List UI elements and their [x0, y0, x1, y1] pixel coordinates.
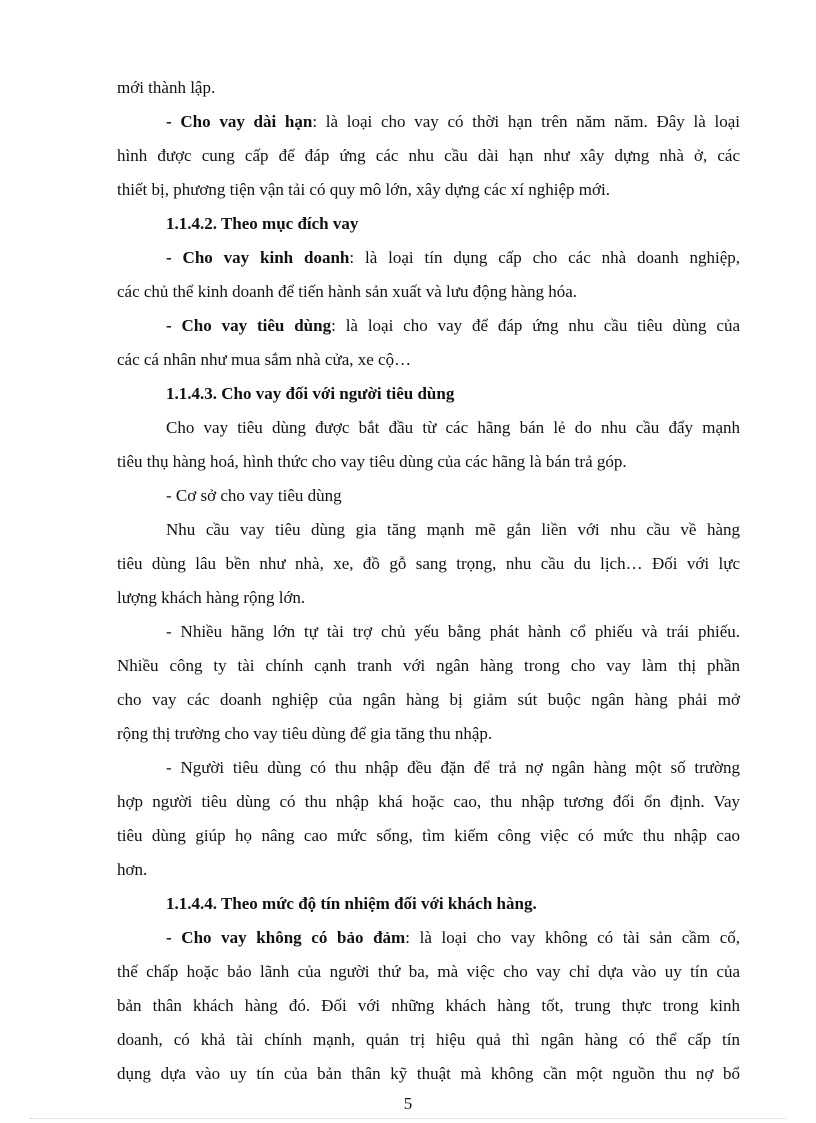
text-line: là loại cho vay để đáp ứng nhu cầu tiêu dùng của [345, 316, 740, 335]
text-line: bản thân khách hàng đó. Đối với những khách hàng tốt, trung thực trong kinh [117, 996, 740, 1015]
section-heading: 1.1.4.2. Theo mục đích vay [166, 214, 359, 233]
text-line: - Cơ sở cho vay tiêu dùng [166, 486, 342, 505]
text-line: các cá nhân như mua sắm nhà cửa, xe cộ… [117, 350, 412, 369]
term-cho-vay-tieu-dung: - Cho vay tiêu dùng [166, 316, 332, 335]
text-line: dụng dựa vào uy tín của bản thân kỹ thuật mà không cần một nguồn thu nợ bổ [117, 1064, 740, 1083]
section-heading: 1.1.4.4. Theo mức độ tín nhiệm đối với khách hàng. [166, 894, 537, 913]
text-line: tiêu thụ hàng hoá, hình thức cho vay tiêu dùng của các hãng là bán trả góp. [117, 452, 627, 471]
page-bottom-divider [30, 1118, 786, 1119]
text-line: doanh, có khả tài chính mạnh, quản trị hiệu quả thì ngân hàng có thể cấp tín [117, 1030, 740, 1049]
term-cho-vay-dai-han: - Cho vay dài hạn [166, 112, 313, 131]
text-line: thiết bị, phương tiện vận tải có quy mô lớn, xây dựng các xí nghiệp mới. [117, 180, 610, 199]
text-line: các chủ thể kinh doanh để tiến hành sản xuất và lưu động hàng hóa. [117, 282, 578, 301]
text-line: - Nhiều hãng lớn tự tài trợ chủ yếu bằng phát hành cổ phiếu và trái phiếu. [166, 622, 740, 641]
text-line: hợp người tiêu dùng có thu nhập khá hoặc cao, thu nhập tương đối ổn định. Vay [117, 792, 740, 811]
term-cho-vay-kinh-doanh: - Cho vay kinh doanh [166, 248, 350, 267]
paragraph-line: - Cho vay dài hạn: là loại cho vay có thời hạn trên năm năm. Đây là loại [166, 112, 740, 131]
text-line: tiêu dùng giúp họ nâng cao mức sống, tìm kiếm công việc có mức thu nhập cao [117, 826, 740, 845]
text-line: cho vay các doanh nghiệp của ngân hàng bị giảm sút buộc ngân hàng phải mở [117, 690, 740, 709]
text-line: là loại cho vay có thời hạn trên năm năm. Đây là loại [325, 112, 740, 131]
text-line: lượng khách hàng rộng lớn. [117, 588, 306, 607]
text-line: tiêu dùng lâu bền như nhà, xe, đồ gỗ sang trọng, nhu cầu du lịch… Đối với lực [117, 554, 740, 573]
paragraph-line: - Cho vay kinh doanh: là loại tín dụng cấp cho các nhà doanh nghiệp, [166, 248, 740, 267]
text-line: thế chấp hoặc bảo lãnh của người thứ ba, mà việc cho vay chỉ dựa vào uy tín của [117, 962, 740, 981]
text-line: hơn. [117, 860, 148, 879]
text-line: rộng thị trường cho vay tiêu dùng để gia tăng thu nhập. [117, 724, 493, 743]
text-line: Nhu cầu vay tiêu dùng gia tăng mạnh mẽ gắn liền với nhu cầu về hàng [166, 520, 740, 539]
text-line: hình được cung cấp để đáp ứng các nhu cầu dài hạn như xây dựng nhà ở, các [117, 146, 740, 165]
text-line: là loại cho vay không có tài sản cầm cố, [419, 928, 741, 947]
text-line: Cho vay tiêu dùng được bắt đầu từ các hãng bán lẻ do nhu cầu đẩy mạnh [166, 418, 740, 437]
text-line: mới thành lập. [117, 78, 216, 97]
text-line: Nhiều công ty tài chính cạnh tranh với ngân hàng trong cho vay làm thị phần [117, 656, 740, 675]
paragraph-line: - Cho vay không có bảo đảm: là loại cho vay không có tài sản cầm cố, [166, 928, 741, 947]
page-number: 5 [403, 1094, 413, 1113]
section-heading: 1.1.4.3. Cho vay đối với người tiêu dùng [166, 384, 455, 403]
text-line: là loại tín dụng cấp cho các nhà doanh nghiệp, [364, 248, 740, 267]
term-cho-vay-khong-bao-dam: - Cho vay không có bảo đảm [166, 928, 406, 947]
paragraph-line: - Cho vay tiêu dùng: là loại cho vay để đáp ứng nhu cầu tiêu dùng của [166, 316, 740, 335]
text-line: - Người tiêu dùng có thu nhập đều đặn để trả nợ ngân hàng một số trường [166, 758, 740, 777]
